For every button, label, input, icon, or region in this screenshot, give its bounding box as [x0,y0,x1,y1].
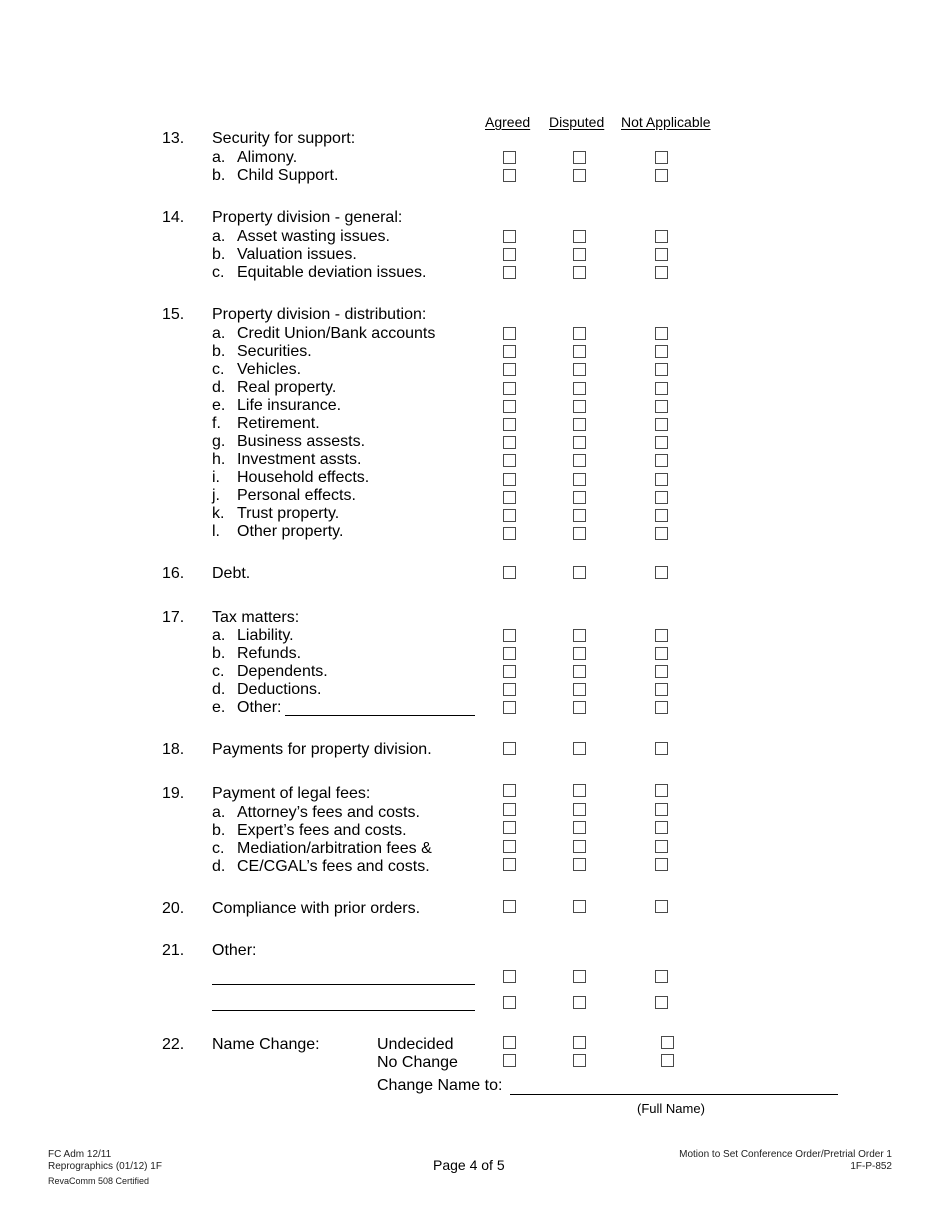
sub-letter: a. [212,228,226,245]
item-15e [212,397,341,415]
sub-text: Alimony. [237,149,298,166]
sub-letter: d. [212,379,226,396]
sub-letter: a. [212,325,226,342]
footer-form-code: FC Adm 12/11 [48,1149,112,1160]
not-applicable-checkbox[interactable] [655,803,668,816]
tax-other-blank-line[interactable] [285,715,475,716]
item-13-title: Security for support: [212,130,356,147]
sub-letter: b. [212,167,226,184]
agreed-checkbox[interactable] [503,742,516,755]
not-applicable-checkbox[interactable] [655,509,668,522]
agreed-checkbox[interactable] [503,345,516,358]
sub-letter: b. [212,343,226,360]
sub-text: Mediation/arbitration fees & [237,840,432,857]
sub-text: CE/CGAL’s fees and costs. [237,858,430,875]
item-15c [212,361,301,379]
not-applicable-checkbox[interactable] [655,151,668,164]
agreed-checkbox[interactable] [503,363,516,376]
sub-text: Other property. [237,523,344,540]
footer-doc-code: 1F-P-852 [850,1161,892,1172]
sub-letter: i. [212,469,220,486]
not-applicable-checkbox[interactable] [655,345,668,358]
agreed-checkbox[interactable] [503,266,516,279]
sub-letter: c. [212,663,225,680]
agreed-checkbox[interactable] [503,970,516,983]
agreed-checkbox[interactable] [503,996,516,1009]
agreed-checkbox[interactable] [503,509,516,522]
sub-text: Refunds. [237,645,302,662]
not-applicable-checkbox[interactable] [655,436,668,449]
not-applicable-checkbox[interactable] [655,382,668,395]
agreed-checkbox[interactable] [503,665,516,678]
disputed-checkbox[interactable] [573,858,586,871]
agreed-checkbox[interactable] [503,647,516,660]
sub-text: Valuation issues. [237,246,357,263]
not-applicable-checkbox[interactable] [661,1036,674,1049]
agreed-checkbox[interactable] [503,566,516,579]
not-applicable-checkbox[interactable] [655,327,668,340]
agreed-checkbox[interactable] [503,858,516,871]
item-17-number: 17. [162,609,185,626]
sub-letter: g. [212,433,226,450]
item-18-title: Payments for property division. [212,741,432,758]
sub-text: Vehicles. [237,361,302,378]
sub-text: Retirement. [237,415,320,432]
option-undecided: Undecided [377,1036,454,1053]
other-blank-line-1[interactable] [212,984,475,985]
agreed-checkbox[interactable] [503,327,516,340]
not-applicable-checkbox[interactable] [655,454,668,467]
agreed-checkbox[interactable] [503,527,516,540]
column-header-agreed: Agreed [485,114,531,130]
disputed-checkbox[interactable] [573,418,586,431]
not-applicable-checkbox[interactable] [655,840,668,853]
not-applicable-checkbox[interactable] [655,647,668,660]
item-15-title: Property division - distribution: [212,306,427,323]
not-applicable-checkbox[interactable] [655,527,668,540]
sub-text: Dependents. [237,663,328,680]
not-applicable-checkbox[interactable] [661,1054,674,1067]
sub-letter: f. [212,415,221,432]
item-15h [212,451,362,469]
not-applicable-checkbox[interactable] [655,784,668,797]
item-13b [212,167,338,185]
agreed-checkbox[interactable] [503,803,516,816]
agreed-checkbox[interactable] [503,436,516,449]
change-name-label: Change Name to: [377,1077,503,1094]
sub-text: Expert’s fees and costs. [237,822,407,839]
disputed-checkbox[interactable] [573,629,586,642]
disputed-checkbox[interactable] [573,665,586,678]
full-name-caption: (Full Name) [637,1101,705,1116]
item-15a [212,325,435,343]
disputed-checkbox[interactable] [573,784,586,797]
sub-text: Other: [237,699,282,716]
disputed-checkbox[interactable] [573,230,586,243]
sub-text: Asset wasting issues. [237,228,390,245]
not-applicable-checkbox[interactable] [655,363,668,376]
sub-letter: d. [212,681,226,698]
not-applicable-checkbox[interactable] [655,900,668,913]
sub-text: Personal effects. [237,487,356,504]
not-applicable-checkbox[interactable] [655,701,668,714]
sub-text: Household effects. [237,469,370,486]
sub-letter: l. [212,523,220,540]
sub-letter: b. [212,822,226,839]
sub-text: Life insurance. [237,397,342,414]
item-17b [212,645,301,663]
item-13-number: 13. [162,130,185,147]
agreed-checkbox[interactable] [503,629,516,642]
disputed-checkbox[interactable] [573,248,586,261]
agreed-checkbox[interactable] [503,248,516,261]
agreed-checkbox[interactable] [503,784,516,797]
disputed-checkbox[interactable] [573,900,586,913]
option-no-change: No Change [377,1054,458,1071]
footer-reprographics: Reprographics (01/12) 1F [48,1161,162,1172]
item-15k [212,505,339,523]
item-17a [212,627,294,645]
agreed-checkbox[interactable] [503,473,516,486]
item-15d [212,379,336,397]
disputed-checkbox[interactable] [573,509,586,522]
disputed-checkbox[interactable] [573,1054,586,1067]
column-header-not-applicable: Not Applicable [621,114,711,130]
sub-text: Trust property. [237,505,340,522]
not-applicable-checkbox[interactable] [655,996,668,1009]
disputed-checkbox[interactable] [573,382,586,395]
footer-certified: RevaComm 508 Certified [48,1176,150,1186]
item-20-title: Compliance with prior orders. [212,900,421,917]
item-15b [212,343,312,361]
sub-letter: k. [212,505,225,522]
item-22-title: Name Change: [212,1036,320,1053]
not-applicable-checkbox[interactable] [655,418,668,431]
agreed-checkbox[interactable] [503,900,516,913]
not-applicable-checkbox[interactable] [655,665,668,678]
sub-letter: c. [212,840,225,857]
sub-letter: b. [212,645,226,662]
sub-letter: e. [212,699,226,716]
agreed-checkbox[interactable] [503,821,516,834]
disputed-checkbox[interactable] [573,327,586,340]
disputed-checkbox[interactable] [573,266,586,279]
footer-doc-title: Motion to Set Conference Order/Pretrial Order 1 [679,1149,892,1160]
not-applicable-checkbox[interactable] [655,629,668,642]
item-17-title: Tax matters: [212,609,300,626]
item-16-title: Debt. [212,565,251,582]
disputed-checkbox[interactable] [573,566,586,579]
not-applicable-checkbox[interactable] [655,683,668,696]
disputed-checkbox[interactable] [573,821,586,834]
sub-text: Attorney’s fees and costs. [237,804,420,821]
item-19-number: 19. [162,785,185,802]
not-applicable-checkbox[interactable] [655,473,668,486]
agreed-checkbox[interactable] [503,382,516,395]
not-applicable-checkbox[interactable] [655,169,668,182]
item-19-title: Payment of legal fees: [212,785,371,802]
disputed-checkbox[interactable] [573,151,586,164]
sub-text: Liability. [237,627,294,644]
sub-letter: j. [212,487,220,504]
item-19d [212,858,430,876]
agreed-checkbox[interactable] [503,840,516,853]
disputed-checkbox[interactable] [573,803,586,816]
not-applicable-checkbox[interactable] [655,821,668,834]
sub-letter: c. [212,264,225,281]
agreed-checkbox[interactable] [503,169,516,182]
other-blank-line-2[interactable] [212,1010,475,1011]
item-22-number: 22. [162,1036,185,1053]
disputed-checkbox[interactable] [573,527,586,540]
sub-text: Real property. [237,379,337,396]
disputed-checkbox[interactable] [573,683,586,696]
disputed-checkbox[interactable] [573,345,586,358]
not-applicable-checkbox[interactable] [655,266,668,279]
item-17d [212,681,322,699]
item-14-number: 14. [162,209,185,226]
disputed-checkbox[interactable] [573,1036,586,1049]
item-21-number: 21. [162,942,185,959]
disputed-checkbox[interactable] [573,363,586,376]
sub-text: Investment assts. [237,451,362,468]
not-applicable-checkbox[interactable] [655,230,668,243]
sub-letter: a. [212,804,226,821]
item-14b [212,246,357,264]
agreed-checkbox[interactable] [503,230,516,243]
item-14c [212,264,426,282]
disputed-checkbox[interactable] [573,647,586,660]
sub-text: Child Support. [237,167,339,184]
not-applicable-checkbox[interactable] [655,491,668,504]
item-15f [212,415,320,433]
item-16-number: 16. [162,565,185,582]
sub-letter: a. [212,149,226,166]
sub-text: Equitable deviation issues. [237,264,427,281]
not-applicable-checkbox[interactable] [655,858,668,871]
sub-text: Credit Union/Bank accounts [237,325,436,342]
disputed-checkbox[interactable] [573,840,586,853]
disputed-checkbox[interactable] [573,742,586,755]
item-15j [212,487,356,505]
disputed-checkbox[interactable] [573,491,586,504]
sub-text: Business assests. [237,433,366,450]
agreed-checkbox[interactable] [503,400,516,413]
agreed-checkbox[interactable] [503,151,516,164]
agreed-checkbox[interactable] [503,701,516,714]
disputed-checkbox[interactable] [573,473,586,486]
sub-letter: d. [212,858,226,875]
item-15i [212,469,369,487]
agreed-checkbox[interactable] [503,1036,516,1049]
item-15l [212,523,343,541]
item-13a [212,149,297,167]
disputed-checkbox[interactable] [573,169,586,182]
disputed-checkbox[interactable] [573,701,586,714]
item-19b [212,822,407,840]
item-17c [212,663,328,681]
sub-letter: b. [212,246,226,263]
disputed-checkbox[interactable] [573,436,586,449]
agreed-checkbox[interactable] [503,454,516,467]
page-number: Page 4 of 5 [433,1157,505,1173]
disputed-checkbox[interactable] [573,400,586,413]
item-15g [212,433,365,451]
not-applicable-checkbox[interactable] [655,566,668,579]
sub-letter: c. [212,361,225,378]
item-14-title: Property division - general: [212,209,403,226]
item-19c [212,840,432,858]
agreed-checkbox[interactable] [503,418,516,431]
disputed-checkbox[interactable] [573,454,586,467]
not-applicable-checkbox[interactable] [655,970,668,983]
sub-letter: h. [212,451,226,468]
item-21-title: Other: [212,942,257,959]
change-name-line[interactable] [510,1094,838,1095]
agreed-checkbox[interactable] [503,683,516,696]
item-19a [212,804,420,822]
item-20-number: 20. [162,900,185,917]
not-applicable-checkbox[interactable] [655,248,668,261]
not-applicable-checkbox[interactable] [655,400,668,413]
sub-text: Securities. [237,343,312,360]
sub-letter: a. [212,627,226,644]
disputed-checkbox[interactable] [573,996,586,1009]
sub-letter: e. [212,397,226,414]
item-18-number: 18. [162,741,185,758]
item-15-number: 15. [162,306,185,323]
disputed-checkbox[interactable] [573,970,586,983]
agreed-checkbox[interactable] [503,491,516,504]
item-14a [212,228,390,246]
column-header-disputed: Disputed [549,114,605,130]
sub-text: Deductions. [237,681,322,698]
item-17e [212,699,281,717]
not-applicable-checkbox[interactable] [655,742,668,755]
agreed-checkbox[interactable] [503,1054,516,1067]
